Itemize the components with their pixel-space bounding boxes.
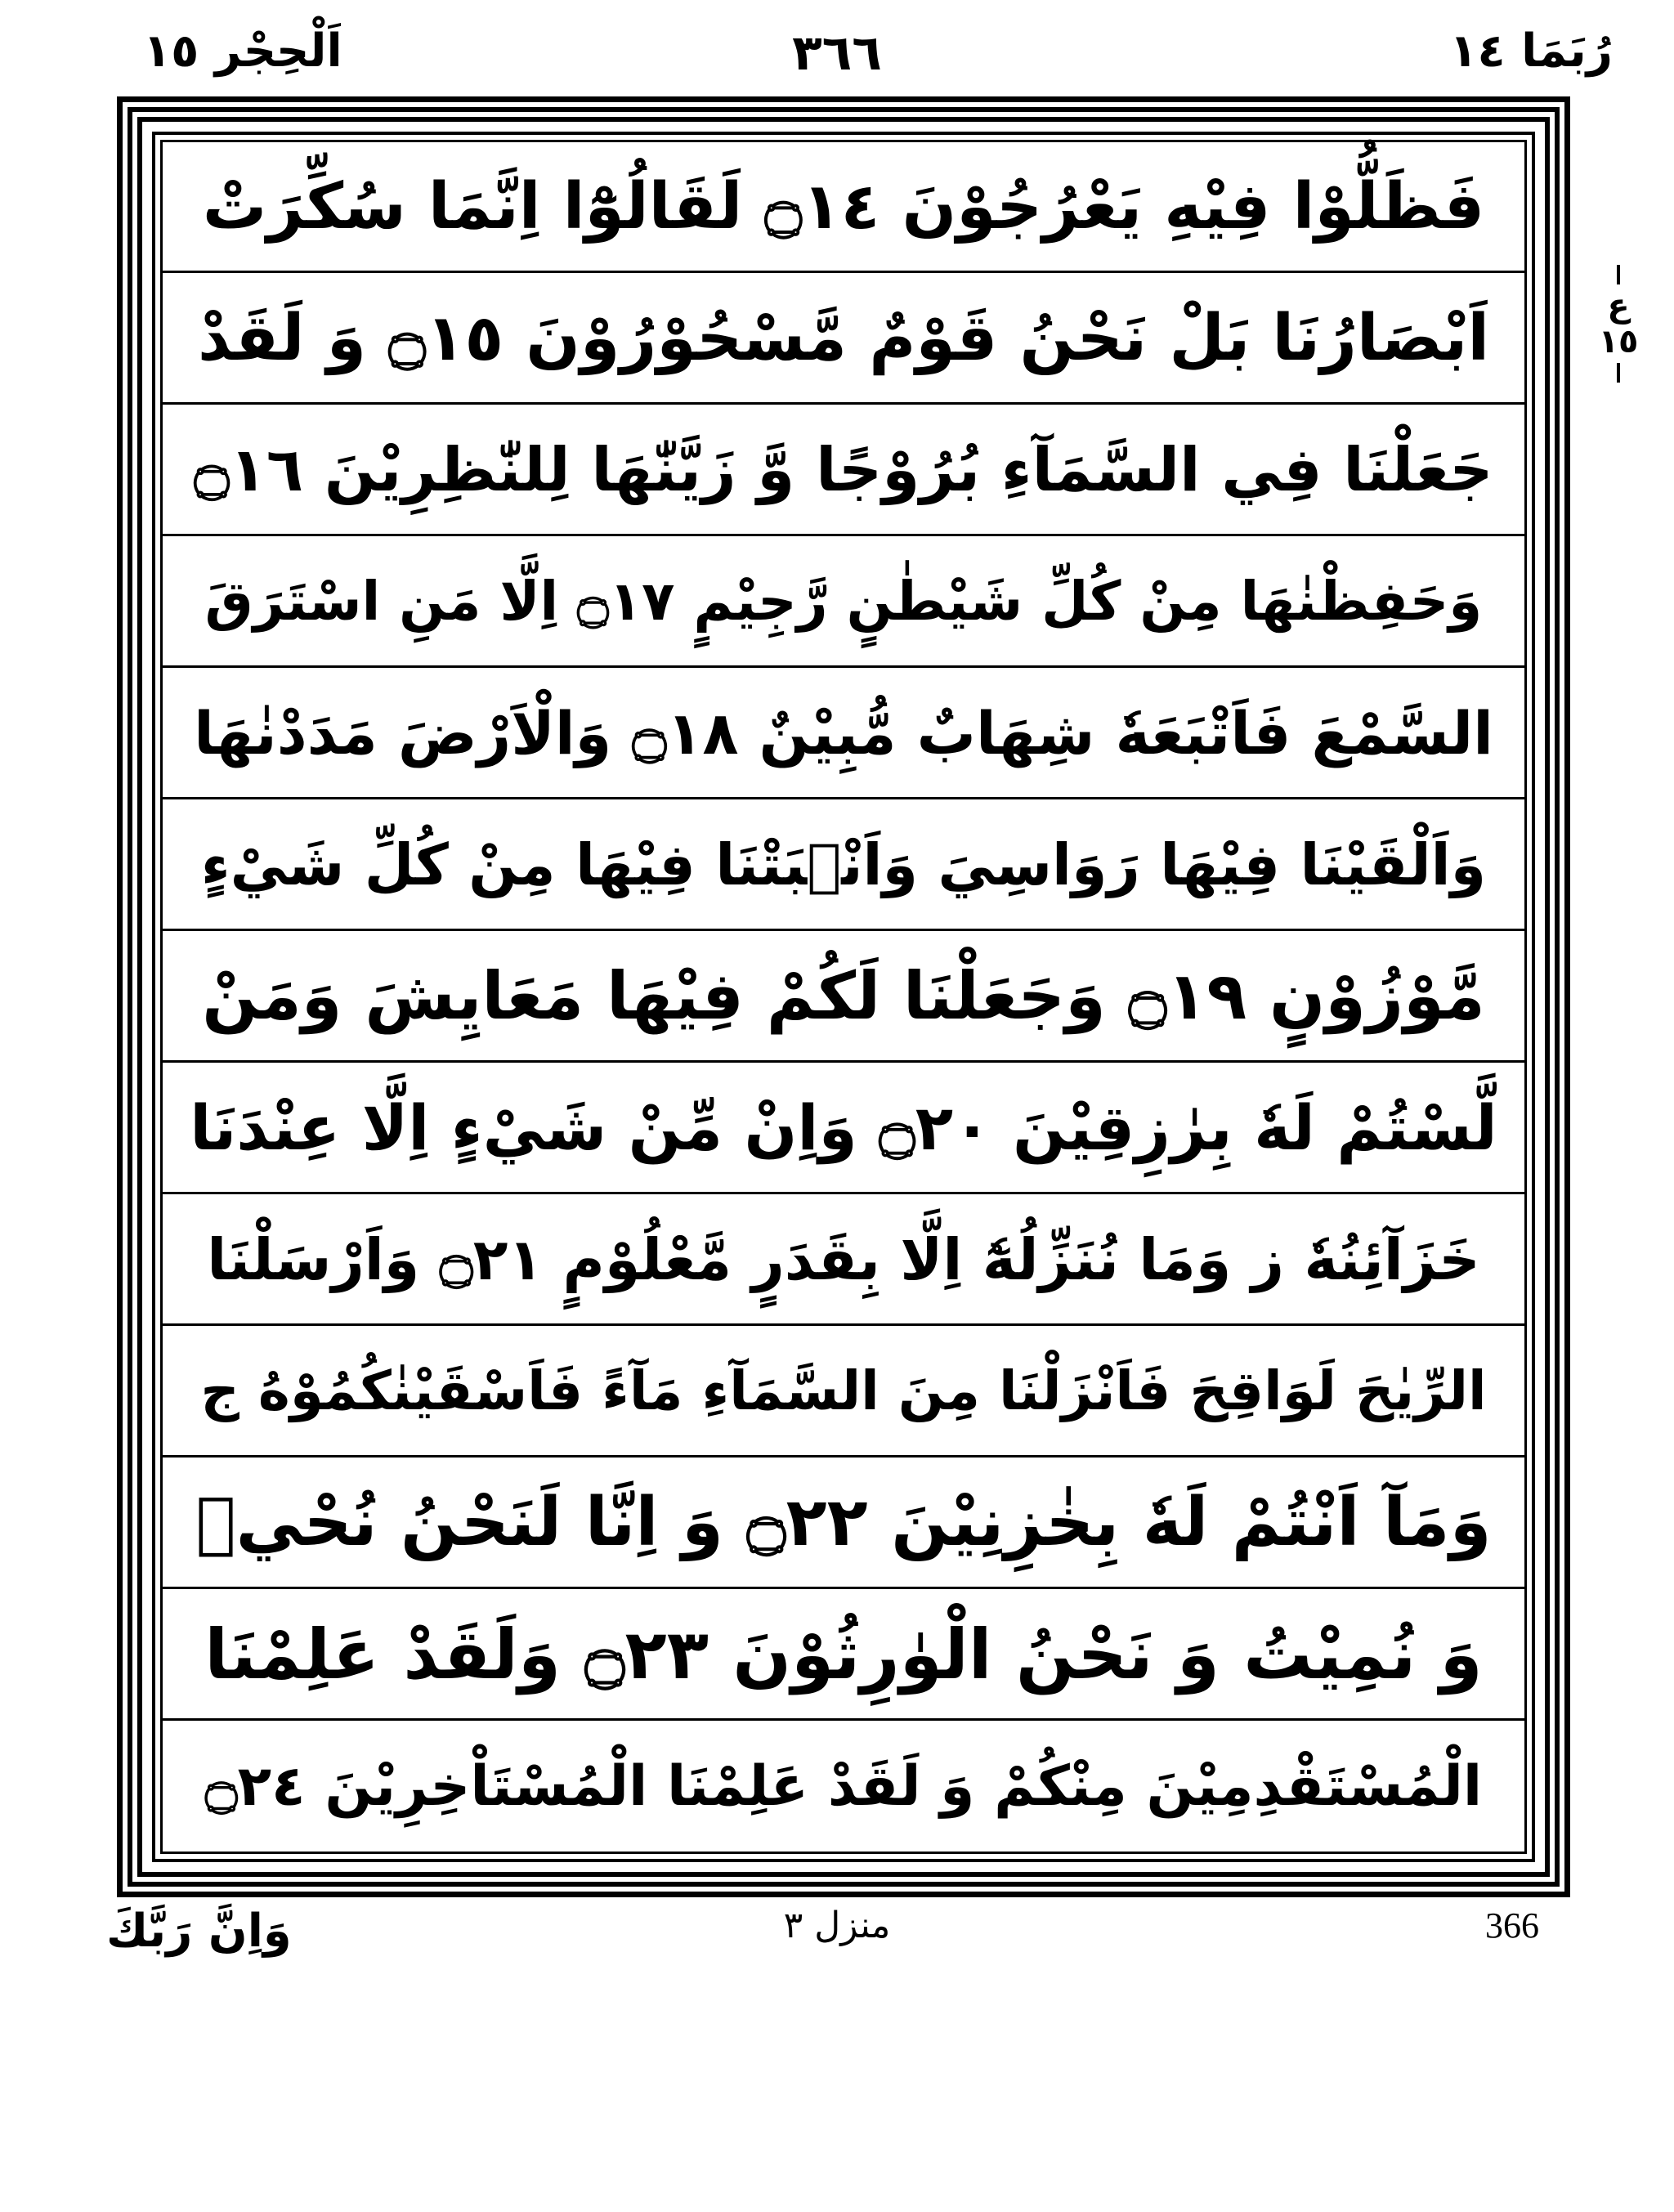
text-line (163, 932, 1524, 1063)
line-text: لَّسْتُمْ لَهٗ بِرٰزِقِيْنَ ۝٢٠ وَاِنْ مِّنْ شَيْءٍ اِلَّا عِنْدَنَا (190, 1090, 1497, 1164)
line-text: وَاَلْقَيْنَا فِيْهَا رَوَاسِيَ وَاَنْۢبَتْنَا فِيْهَا مِنْ كُلِّ شَيْءٍ (200, 831, 1487, 898)
text-line (163, 800, 1524, 931)
page-number: 366 (1485, 1905, 1539, 1946)
line-text: الرِّيٰحَ لَوَاقِحَ فَاَنْزَلْنَا مِنَ السَّمَآءِ مَآءً فَاَسْقَيْنٰكُمُوْهُ ج (200, 1359, 1487, 1422)
text-line (163, 537, 1524, 668)
ruku-number: ١٥ (1598, 323, 1639, 360)
catchword: وَاِنَّ رَبَّكَ (106, 1905, 292, 1958)
text-line (163, 669, 1524, 799)
page-number-arabic: ٣٦٦ (792, 25, 882, 82)
line-text: وَحَفِظْنٰهَا مِنْ كُلِّ شَيْطٰنٍ رَّجِيْمٍ ۝١٧ اِلَّا مَنِ اسْتَرَقَ (204, 569, 1483, 633)
text-line (163, 142, 1524, 273)
manzil-label: منزل ٣ (783, 1905, 891, 1946)
line-text: خَزَآئِنُهٗ ز وَمَا نُنَزِّلُهٗٓ اِلَّا بِقَدَرٍ مَّعْلُوْمٍ ۝٢١ وَاَرْسَلْنَا (207, 1225, 1480, 1293)
line-text: فَظَلُّوْا فِيْهِ يَعْرُجُوْنَ ۝١٤ لَقَالُوْٓا اِنَّمَا سُكِّرَتْ (202, 169, 1485, 244)
line-text: الْمُسْتَقْدِمِيْنَ مِنْكُمْ وَ لَقَدْ عَلِمْنَا الْمُسْتَاْخِرِيْنَ ۝٢٤ (204, 1754, 1483, 1819)
ruku-dash-top (1617, 265, 1620, 284)
juz-name: رُبَمَا ١٤ (1449, 25, 1613, 78)
text-line (163, 1327, 1524, 1458)
text-line (163, 1063, 1524, 1194)
line-text: السَّمْعَ فَاَتْبَعَهٗ شِهَابٌ مُّبِيْنٌ ۝١٨ وَالْاَرْضَ مَدَدْنٰهَا (194, 698, 1493, 768)
surah-name: اَلْحِجْر ١٥ (143, 25, 342, 78)
line-text: جَعَلْنَا فِي السَّمَآءِ بُرُوْجًا وَّ زَيَّنّٰهَا لِلنّٰظِرِيْنَ ۝١٦ (194, 434, 1493, 505)
ruku-symbol: ع (1607, 287, 1630, 325)
text-lines (163, 142, 1524, 1852)
line-text: وَمَآ اَنْتُمْ لَهٗ بِخٰزِنِيْنَ ۝٢٢ وَ اِنَّا لَنَحْنُ نُحْيٖ (195, 1483, 1492, 1561)
text-line (163, 405, 1524, 536)
line-text: اَبْصَارُنَا بَلْ نَحْنُ قَوْمٌ مَّسْحُوْرُوْنَ ۝١٥ وَ لَقَدْ (197, 301, 1490, 375)
line-text: وَ نُمِيْتُ وَ نَحْنُ الْوٰرِثُوْنَ ۝٢٣ وَلَقَدْ عَلِمْنَا (204, 1614, 1483, 1695)
line-text: مَّوْزُوْنٍ ۝١٩ وَجَعَلْنَا لَكُمْ فِيْهَا مَعَايِشَ وَمَنْ (202, 957, 1485, 1034)
text-line (163, 1195, 1524, 1326)
text-line (163, 1590, 1524, 1721)
ruku-dash-bottom (1617, 363, 1620, 383)
text-line (163, 1458, 1524, 1589)
text-line (163, 274, 1524, 405)
ruku-marker (1590, 262, 1647, 386)
text-line (163, 1722, 1524, 1852)
